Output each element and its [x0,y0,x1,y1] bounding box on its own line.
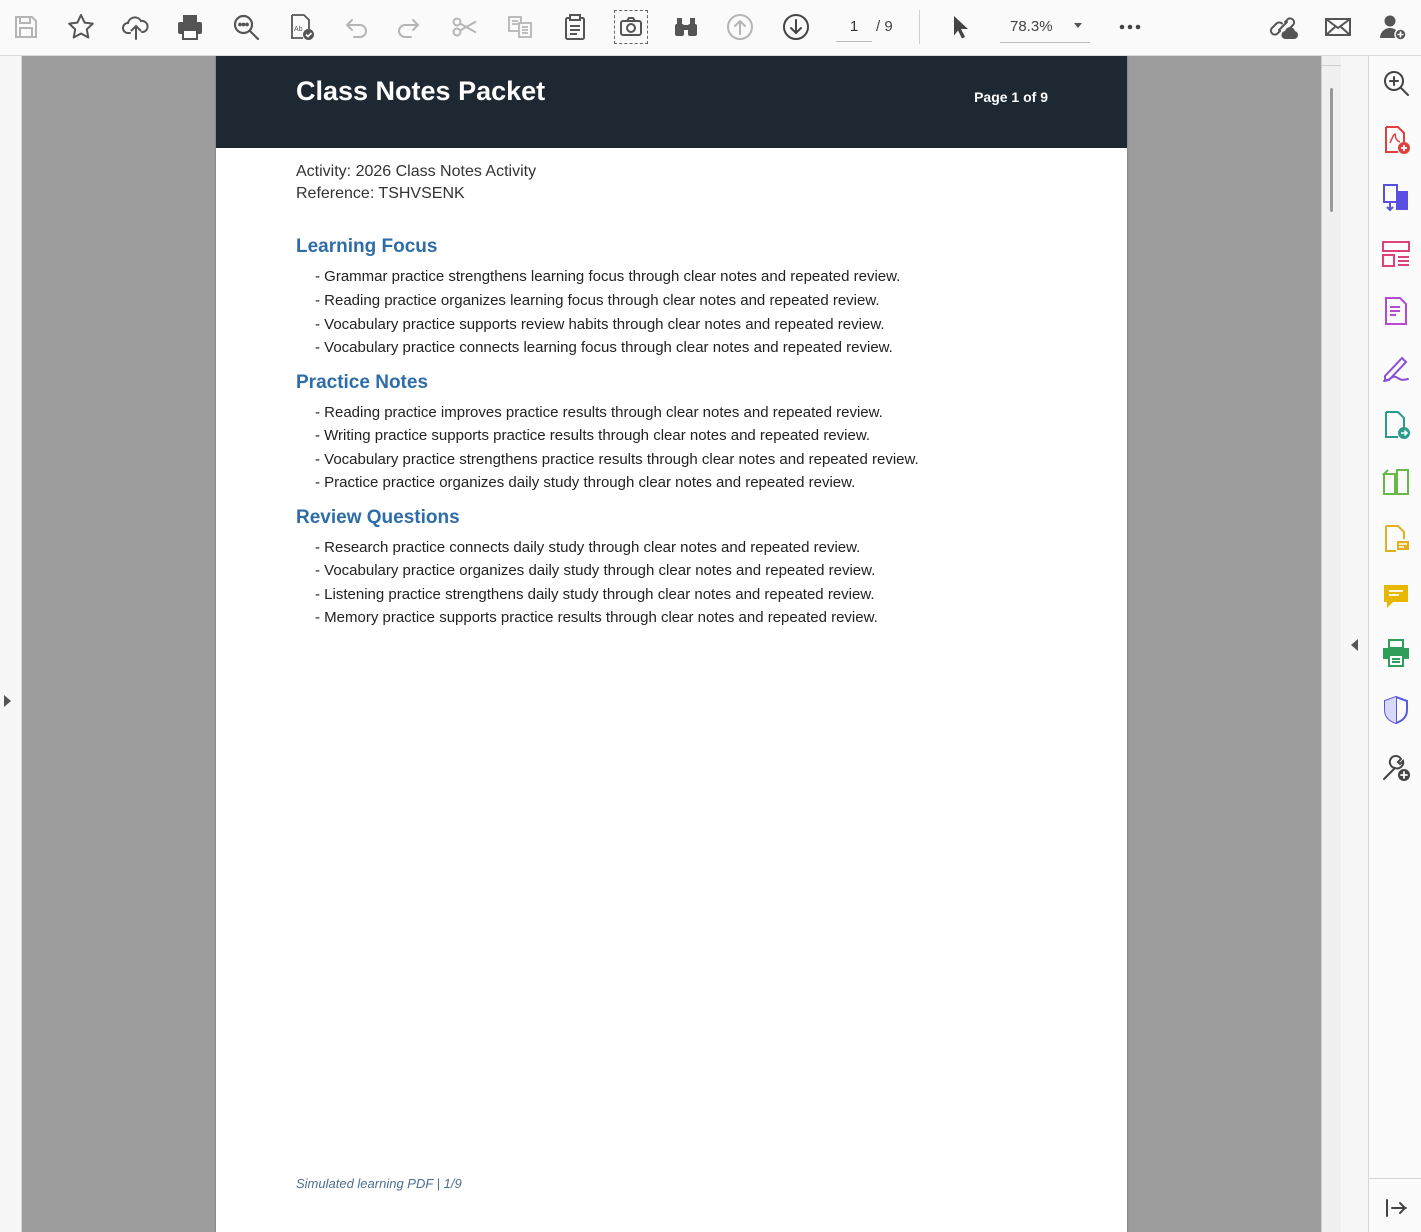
list-item: - Grammar practice strengthens learning focus through clear notes and repeated review. [315,268,901,285]
zoom-dropdown[interactable] [1000,12,1090,43]
page-total-label: / 9 [876,18,893,35]
scrollbar-top-cap [1322,56,1342,66]
select-cursor-icon[interactable] [940,8,980,46]
snapshot-icon[interactable] [611,8,651,46]
document-title: Class Notes Packet [296,76,546,106]
list-item: - Vocabulary practice supports review habits through clear notes and repeated review. [315,316,885,333]
organize-pages-icon[interactable] [1378,236,1414,272]
list-item: - Vocabulary practice connects learning focus through clear notes and repeated review. [315,339,893,356]
cut-icon[interactable] [445,8,485,46]
fill-sign-icon[interactable] [1378,350,1414,386]
previous-page-icon[interactable] [720,8,760,46]
request-signatures-icon[interactable] [1378,521,1414,557]
add-user-icon[interactable] [1373,8,1413,46]
main-toolbar [0,0,1421,56]
section-heading: Practice Notes [296,372,429,393]
list-item: - Vocabulary practice strengthens practice results through clear notes and repeated review. [315,451,919,468]
bookmark-star-icon[interactable] [61,8,101,46]
collapse-right-panel-icon[interactable] [1351,639,1358,651]
section-heading: Review Questions [296,507,460,528]
list-item: - Writing practice supports practice results through clear notes and repeated review. [315,427,870,444]
toolbar-separator [919,10,920,44]
undo-icon[interactable] [335,8,375,46]
svg-text:Ab: Ab [294,26,303,33]
print-icon[interactable] [170,8,210,46]
expand-left-panel-icon[interactable] [4,695,11,707]
export-pdf-icon[interactable] [1378,179,1414,215]
left-panel [0,56,22,1232]
document-viewport[interactable] [22,56,1321,1232]
list-item: - Vocabulary practice organizes daily study through clear notes and repeated review. [315,562,876,579]
more-tools-icon[interactable] [1378,749,1414,785]
page-header [216,56,1127,148]
next-page-icon[interactable] [776,8,816,46]
zoom-value: 78.3% [1010,18,1053,35]
edit-pdf-icon[interactable] [1378,293,1414,329]
page-number-input[interactable] [836,12,872,42]
scrollbar-thumb[interactable] [1330,88,1333,212]
comment-icon[interactable] [1378,578,1414,614]
binoculars-icon[interactable] [666,8,706,46]
zoom-icon[interactable] [1378,65,1414,101]
email-icon[interactable] [1318,8,1358,46]
save-icon[interactable] [6,8,46,46]
list-item: - Practice practice organizes daily study through clear notes and repeated review. [315,474,856,491]
create-pdf-icon[interactable] [1378,122,1414,158]
clipboard-icon[interactable] [555,8,595,46]
activity-line: Activity: 2026 Class Notes Activity [296,163,537,180]
search-icon[interactable] [226,8,266,46]
list-item: - Research practice connects daily study through clear notes and repeated review. [315,539,861,556]
section-heading: Learning Focus [296,236,438,257]
spell-check-icon[interactable] [281,8,321,46]
share-link-icon[interactable] [1263,8,1303,46]
reference-line: Reference: TSHVSENK [296,185,465,202]
compare-icon[interactable] [500,8,540,46]
vertical-scrollbar[interactable] [1321,56,1341,1232]
collapse-panel-icon[interactable] [1378,1190,1414,1226]
send-pdf-icon[interactable] [1378,407,1414,443]
page-footer: Simulated learning PDF | 1/9 [296,1176,462,1191]
print-production-icon[interactable] [1378,635,1414,671]
more-icon[interactable] [1110,8,1150,46]
tools-rail-divider [1369,1178,1421,1179]
redo-icon[interactable] [390,8,430,46]
list-item: - Reading practice improves practice results through clear notes and repeated review. [315,404,883,421]
tools-rail [1368,56,1421,1232]
list-item: - Listening practice strengthens daily study through clear notes and repeated review. [315,586,875,603]
upload-cloud-icon[interactable] [116,8,156,46]
page-label: Page 1 of 9 [974,89,1048,105]
list-item: - Memory practice supports practice results through clear notes and repeated review. [315,609,878,626]
protect-icon[interactable] [1378,692,1414,728]
chevron-down-icon [1074,23,1082,28]
pdf-page [216,56,1127,1232]
compare-files-icon[interactable] [1378,464,1414,500]
list-item: - Reading practice organizes learning focus through clear notes and repeated review. [315,292,880,309]
right-tools-panel [1341,56,1421,1232]
